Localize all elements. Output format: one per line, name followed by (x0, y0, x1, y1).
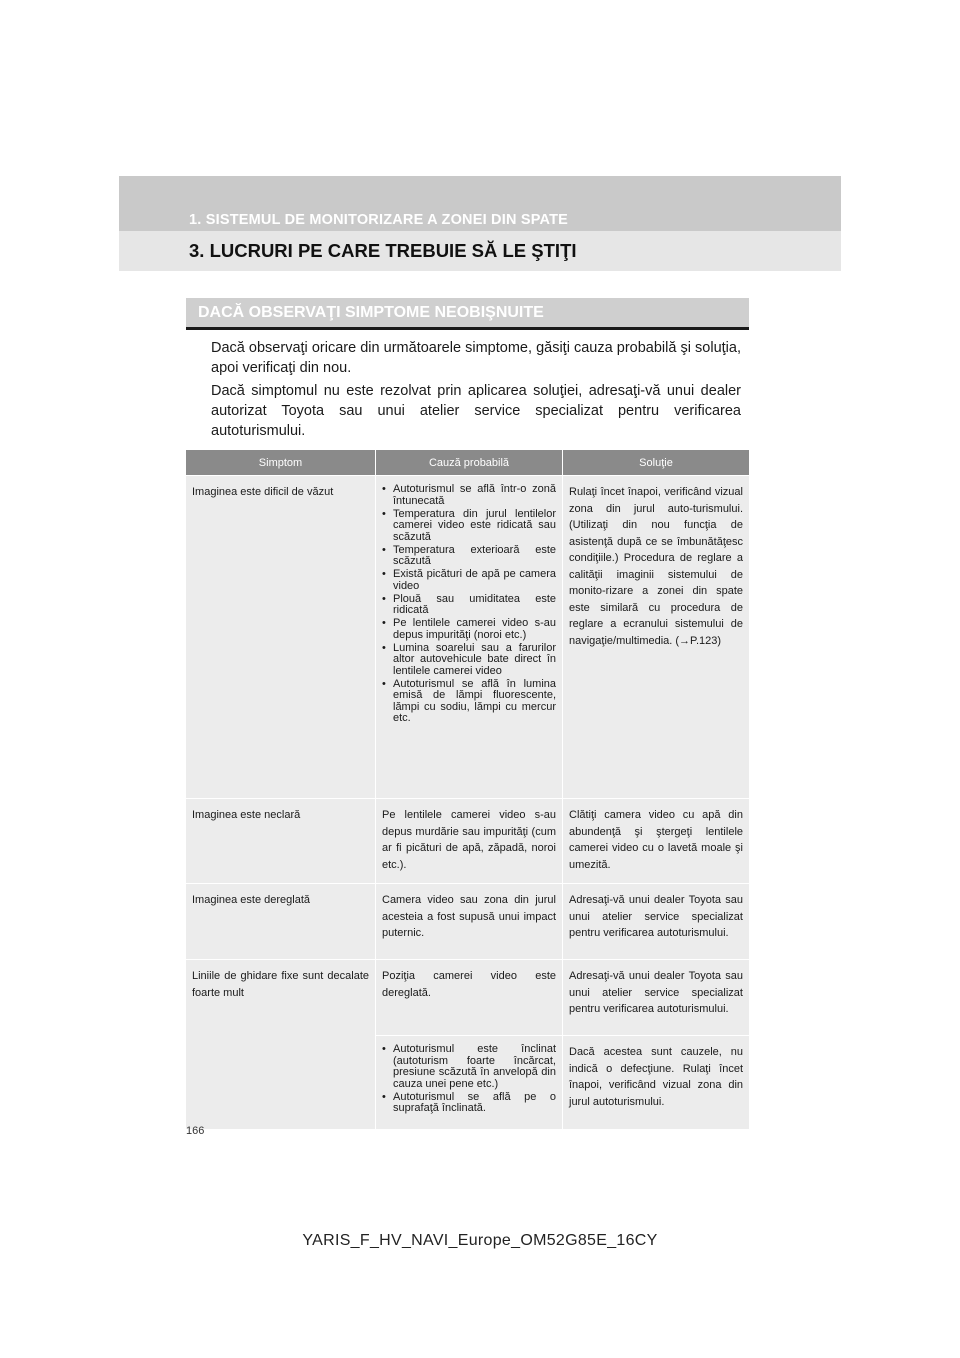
table-row (186, 883, 749, 959)
list-item: • Temperatura exterioară este scăzută (382, 545, 556, 568)
list-item: • Autoturismul este înclinat (autoturism foarte încărcat, presiune scăzută în anvelopă din cauza unei pene etc.) (382, 1044, 556, 1090)
solution-cell (563, 883, 749, 959)
symptom-cell (186, 959, 376, 1129)
list-item: • Pe lentilele camerei video s-au depus impurităţi (noroi etc.) (382, 618, 556, 641)
symptom-cell (186, 475, 376, 798)
table-row (186, 475, 749, 798)
symptom-text: Imaginea este dificil de văzut (192, 486, 334, 498)
list-item: • Lumina soarelui sau a farurilor altor autovehicule bate direct în lentilele camerei video (382, 643, 556, 678)
header-band (119, 176, 841, 271)
table-row (186, 959, 749, 1035)
intro-paragraph-1: Dacă observaţi oricare din următoarele simptome, găsiţi cauza probabilă şi soluţia, apoi verificaţi din nou. (211, 340, 741, 376)
subsection-header (186, 298, 749, 330)
cause-cell (376, 959, 563, 1035)
page-number: 166 (186, 1125, 205, 1137)
symptom-cell (186, 798, 376, 883)
solution-text: Dacă acestea sunt cauzele, nu indică o defecţiune. Rulaţi încet înapoi, verificând vizual zona din jurul autoturismului. (569, 1046, 743, 1108)
list-item: • Autoturismul se află pe o suprafaţă înclinată. (382, 1092, 556, 1115)
cause-text: Pe lentilele camerei video s-au depus murdărie sau impurităţi (cum ar fi picături de apă, zăpadă, noroi etc.). (382, 809, 556, 871)
subsection-title: DACĂ OBSERVAŢI SIMPTOME NEOBIŞNUITE (198, 304, 544, 321)
cause-cell (376, 475, 563, 798)
solution-text: Rulaţi încet înapoi, verificând vizual zona din jurul auto-turismului. (Utilizaţi din nou funcţia de asistenţă după ce se îmbunătăţesc condiţiile.) Procedura de reglare a calităţii imaginii sistemului de monito-rizare a zonei din spate este similară cu procedura de reglare a ecranului sistemului de navigaţie/multimedia. (→P.123) (569, 486, 743, 647)
solution-cell (563, 798, 749, 883)
header-cause: Cauză probabilă (376, 450, 563, 475)
list-item: • Temperatura din jurul lentilelor camerei video este ridicată sau scăzută (382, 509, 556, 544)
table-row (186, 798, 749, 883)
solution-cell (563, 475, 749, 798)
list-item: • Există picături de apă pe camera video (382, 569, 556, 592)
document-code: YARIS_F_HV_NAVI_Europe_OM52G85E_16CY (302, 1232, 658, 1249)
table-header-row (186, 450, 749, 475)
cause-text: Camera video sau zona din jurul acesteia a fost supusă unui impact puternic. (382, 894, 556, 939)
cause-cell (376, 1035, 563, 1129)
solution-cell (563, 959, 749, 1035)
solution-text: Adresaţi-vă unui dealer Toyota sau unui atelier service specializat pentru verificarea autoturismului. (569, 894, 743, 939)
list-item: • Autoturismul se află în lumina emisă de lămpi fluorescente, lămpi cu sodiu, lămpi cu mercur etc. (382, 679, 556, 725)
symptom-text: Imaginea este neclară (192, 809, 301, 821)
cause-list (382, 1044, 556, 1115)
solution-cell (563, 1035, 749, 1129)
cause-list (382, 484, 556, 725)
cause-cell (376, 798, 563, 883)
chapter-title: 1. SISTEMUL DE MONITORIZARE A ZONEI DIN SPATE (189, 212, 569, 228)
intro-paragraph-2: Dacă simptomul nu este rezolvat prin aplicarea soluţiei, adresaţi-vă unui dealer autorizat Toyota sau unui atelier service specializat pentru verificarea autoturismului. (211, 383, 741, 439)
symptom-text: Liniile de ghidare fixe sunt decalate foarte mult (192, 970, 369, 999)
cause-text: Poziţia camerei video este dereglată. (382, 970, 556, 999)
header-solution: Soluţie (563, 450, 749, 475)
cause-cell (376, 883, 563, 959)
section-title: 3. LUCRURI PE CARE TREBUIE SĂ LE ŞTIŢI (189, 240, 577, 261)
solution-text: Clătiţi camera video cu apă din abundenţă şi ştergeţi lentilele camerei video cu o lavetă moale şi umezită. (569, 809, 743, 871)
solution-text: Adresaţi-vă unui dealer Toyota sau unui atelier service specializat pentru verificarea autoturismului. (569, 970, 743, 1015)
chapter-bar (119, 176, 841, 231)
list-item: • Plouă sau umiditatea este ridicată (382, 594, 556, 617)
symptom-cell (186, 883, 376, 959)
symptom-text: Imaginea este dereglată (192, 894, 311, 906)
header-symptom: Simptom (186, 450, 376, 475)
symptom-table (186, 450, 749, 1129)
list-item: • Autoturismul se află într-o zonă întunecată (382, 484, 556, 507)
